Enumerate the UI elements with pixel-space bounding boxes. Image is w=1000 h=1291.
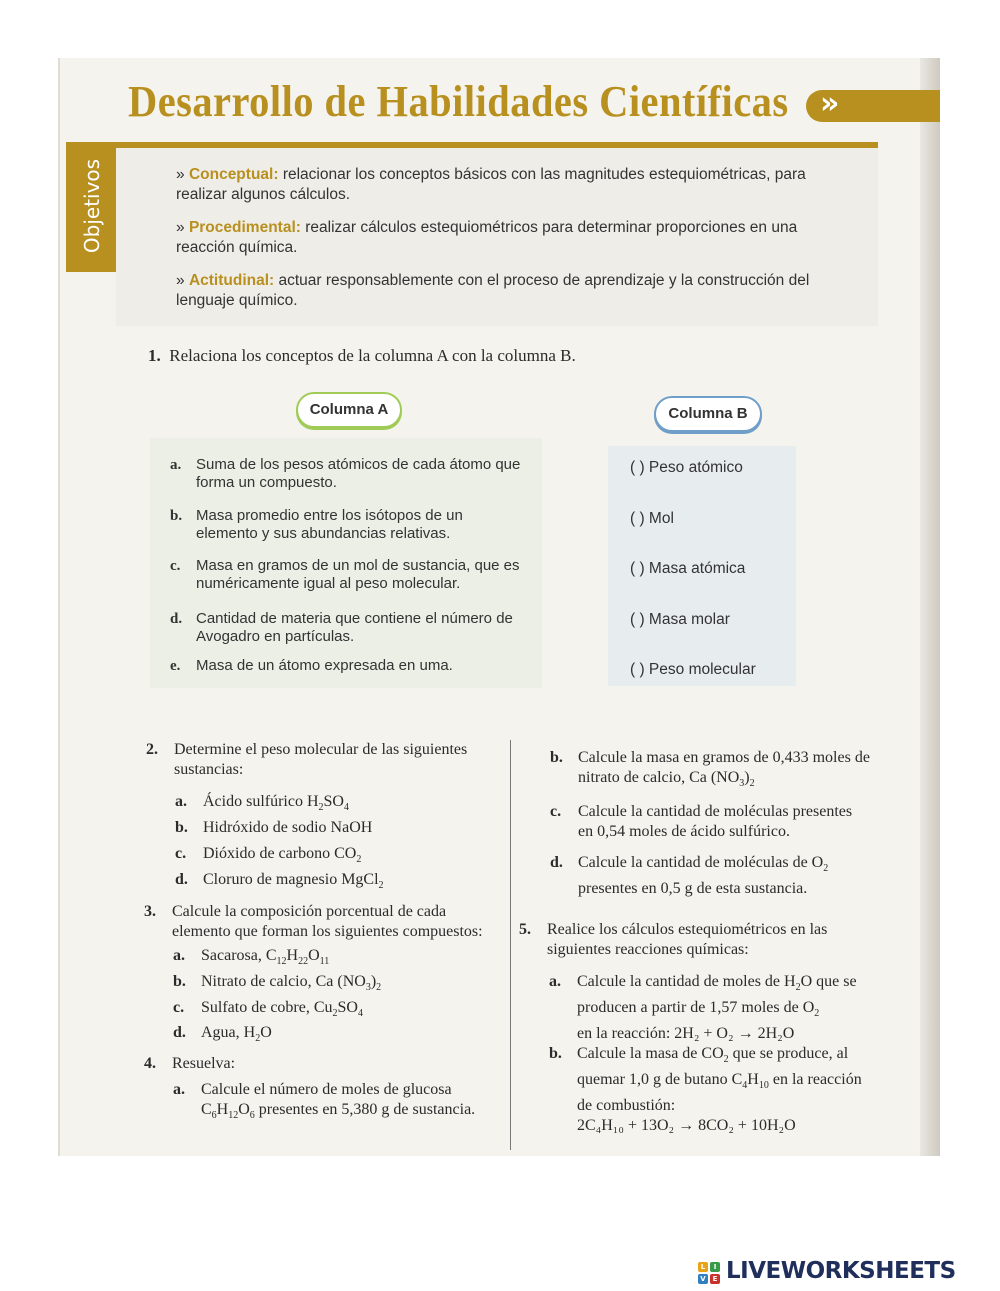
question-text: Calcule la composición porcentual de cada elemento que forman los siguientes compuestos: (172, 903, 483, 940)
item-key: b. (170, 508, 183, 524)
item-text: O (260, 1024, 272, 1041)
question-1 (148, 346, 576, 366)
item-text: ) (744, 769, 750, 786)
item-text: Masa de un átomo expresada en uma. (196, 657, 453, 674)
item-text: H (747, 1071, 759, 1089)
logo-text: LIVEWORKSHEETS (726, 1258, 956, 1284)
question-2 (146, 740, 499, 780)
subscript: 12 (228, 1110, 239, 1122)
item-text: Ácido sulfúrico H (203, 793, 319, 810)
column-a-item (170, 657, 530, 675)
objective-text: realizar cálculos estequiométricos para determinar proporciones en una reacción química. (176, 219, 798, 256)
logo-letter: E (710, 1274, 720, 1284)
question-number: 1. (148, 346, 161, 365)
q3-item-d (173, 1023, 272, 1049)
item-text: presentes en 0,5 g de esta sustancia. (578, 880, 808, 898)
item-text: Masa promedio entre los isótopos de un elemento y sus abundancias relativas. (196, 507, 463, 542)
item-key: c. (173, 999, 185, 1016)
subscript: 4 (343, 802, 349, 814)
subscript: 2 (814, 1008, 820, 1020)
objectives-tab-label: Objetivos (80, 158, 104, 254)
subscript: 6 (249, 1110, 255, 1122)
q3-item-c (173, 998, 363, 1024)
item-key: a. (170, 457, 182, 473)
q2-item-b (175, 818, 373, 838)
item-text: que se produce, al quemar 1,0 g de butano C (577, 1045, 849, 1089)
objective-attitudinal: » Actitudinal: actuar responsablemente con el proceso de aprendizaje y la construcción del lenguaje químico. (176, 272, 810, 309)
column-b-answer-peso-atomico[interactable]: ( ) Peso atómico (630, 459, 743, 476)
objective-text: relacionar los conceptos básicos con las magnitudes estequiométricas, para realizar algunos cálculos. (176, 166, 806, 203)
item-key: a. (173, 947, 185, 964)
column-a-item (170, 610, 530, 646)
question-4 (144, 1054, 497, 1074)
subscript: 2 (795, 982, 801, 994)
item-text: Dióxido de carbono CO (203, 845, 357, 862)
item-key: d. (175, 871, 188, 888)
question-text: Realice los cálculos estequiométricos en las siguientes reacciones químicas: (547, 921, 828, 958)
item-text: Calcule la masa en gramos de 0,433 moles de nitrato de calcio, Ca (NO (578, 749, 870, 786)
subscript: 2 (723, 1054, 729, 1066)
item-key: b. (549, 1045, 562, 1062)
chemical-equation: en la reacción: 2H₂ + O₂ → 2H₂O (577, 1025, 795, 1043)
column-b-label: Columna B (654, 396, 762, 432)
column-a-item (170, 557, 530, 593)
item-text: H (216, 1101, 229, 1118)
objective-conceptual: » Conceptual: relacionar los conceptos básicos con las magnitudes estequiométricas, para realizar algunos cálculos. (176, 166, 806, 203)
subscript: 3 (365, 982, 371, 994)
q4-item-a (173, 1080, 496, 1126)
q2-item-a (175, 792, 349, 818)
objectives-tab (66, 142, 116, 272)
item-key: c. (170, 558, 181, 574)
page-title: Desarrollo de Habilidades Científicas (128, 77, 789, 126)
item-text: Calcule la cantidad de moléculas de O (578, 854, 824, 871)
column-a-label: Columna A (296, 392, 402, 428)
column-a-item (170, 507, 530, 543)
item-key: d. (170, 611, 183, 627)
logo-grid-icon (698, 1262, 720, 1284)
question-5 (519, 920, 870, 960)
subscript: 2 (356, 854, 362, 866)
item-text: Calcule la cantidad de moles de H (577, 973, 796, 990)
item-key: e. (170, 658, 181, 674)
item-text: presentes en 5,380 g de sustancia. (254, 1101, 476, 1118)
objective-kind: Conceptual: (188, 166, 279, 183)
subscript: 2 (378, 880, 384, 892)
item-text: O (308, 947, 320, 964)
item-text: Sulfato de cobre, Cu (201, 999, 333, 1016)
item-text: en la reacción de combustión: (577, 1071, 862, 1115)
item-key: a. (549, 973, 561, 990)
question-number: 4. (144, 1055, 156, 1072)
item-text: Calcule la masa de CO (577, 1045, 724, 1062)
item-key: b. (550, 749, 563, 766)
logo-letter: L (698, 1262, 708, 1272)
item-key: d. (550, 854, 563, 871)
subscript: 12 (276, 956, 287, 968)
column-b-answer-masa-molar[interactable]: ( ) Masa molar (630, 611, 730, 628)
item-text: SO (337, 999, 358, 1016)
item-text: H (286, 947, 299, 964)
item-text: C (201, 1101, 212, 1118)
q4-item-d (550, 853, 870, 899)
logo-letter: V (698, 1274, 708, 1284)
column-divider (510, 740, 511, 1150)
objective-text: actuar responsablemente con el proceso de aprendizaje y la construcción del lenguaje químico. (176, 272, 810, 309)
item-text: ) (370, 973, 377, 990)
subscript: 4 (357, 1008, 363, 1020)
q4-item-b (550, 748, 870, 794)
item-text: Masa en gramos de un mol de sustancia, que es numéricamente igual al peso molecular. (196, 557, 520, 592)
item-text: SO (323, 793, 344, 810)
q2-item-c (175, 844, 362, 870)
subscript: 2 (749, 778, 755, 790)
item-text: Nitrato de calcio, Ca (NO (201, 973, 366, 990)
q4-item-c (550, 802, 870, 842)
q5-item-b (549, 1044, 870, 1136)
subscript: 2 (823, 863, 829, 875)
subscript: 3 (739, 778, 745, 790)
subscript: 6 (211, 1110, 217, 1122)
item-text: Calcule la cantidad de moléculas presentes en 0,54 moles de ácido sulfúrico. (578, 803, 853, 840)
item-text: Hidróxido de sodio NaOH (203, 819, 373, 836)
column-b-answer-mol[interactable]: ( ) Mol (630, 510, 674, 527)
item-text: O (238, 1101, 250, 1118)
item-key: c. (175, 845, 187, 862)
objective-kind: Actitudinal: (188, 272, 275, 289)
question-number: 3. (144, 903, 156, 920)
column-b-answer-peso-molecular[interactable]: ( ) Peso molecular (630, 661, 756, 678)
column-a-item (170, 456, 530, 492)
item-key: b. (173, 973, 186, 990)
double-chevron-icon: » (820, 86, 840, 121)
q5-item-a (549, 972, 870, 1044)
objective-kind: Procedimental: (188, 219, 301, 236)
chemical-equation: 2C₄H₁₀ + 13O₂ → 8CO₂ + 10H₂O (577, 1117, 796, 1135)
question-text: Relaciona los conceptos de la columna A con la columna B. (169, 346, 576, 365)
item-text: Calcule el número de moles de glucosa (201, 1081, 452, 1098)
subscript: 10 (758, 1080, 769, 1092)
item-key: a. (175, 793, 187, 810)
item-text: Cloruro de magnesio MgCl (203, 871, 379, 888)
item-text: O que se producen a partir de 1,57 moles de O (577, 973, 857, 1017)
subscript: 2 (332, 1008, 338, 1020)
subscript: 2 (318, 802, 324, 814)
subscript: 22 (298, 956, 309, 968)
q3-item-a (173, 946, 330, 972)
objective-procedural: » Procedimental: realizar cálculos estequiométricos para determinar proporciones en una reacción química. (176, 219, 798, 256)
item-text: Suma de los pesos atómicos de cada átomo que forma un compuesto. (196, 456, 521, 491)
logo-letter: I (710, 1262, 720, 1272)
subscript: 2 (255, 1033, 261, 1045)
column-b-answer-masa-atomica[interactable]: ( ) Masa atómica (630, 560, 746, 577)
question-number: 5. (519, 921, 531, 938)
page-edge-shadow (920, 58, 940, 1156)
item-key: d. (173, 1024, 186, 1041)
subscript: 11 (319, 956, 330, 968)
q3-item-b (173, 972, 382, 998)
liveworksheets-logo[interactable] (698, 1260, 994, 1288)
title-arrow-badge (806, 86, 940, 122)
item-text: Cantidad de materia que contiene el número de Avogadro en partículas. (196, 610, 513, 645)
item-key: b. (175, 819, 188, 836)
item-text: Agua, H (201, 1024, 256, 1041)
item-text: Sacarosa, C (201, 947, 277, 964)
question-number: 2. (146, 741, 158, 758)
subscript: 4 (742, 1080, 748, 1092)
question-3 (144, 902, 497, 942)
item-key: a. (173, 1081, 185, 1098)
item-key: c. (550, 803, 562, 820)
question-text: Resuelva: (172, 1055, 236, 1072)
question-text: Determine el peso molecular de las siguientes sustancias: (174, 741, 468, 778)
q2-item-d (175, 870, 384, 896)
subscript: 2 (376, 982, 382, 994)
